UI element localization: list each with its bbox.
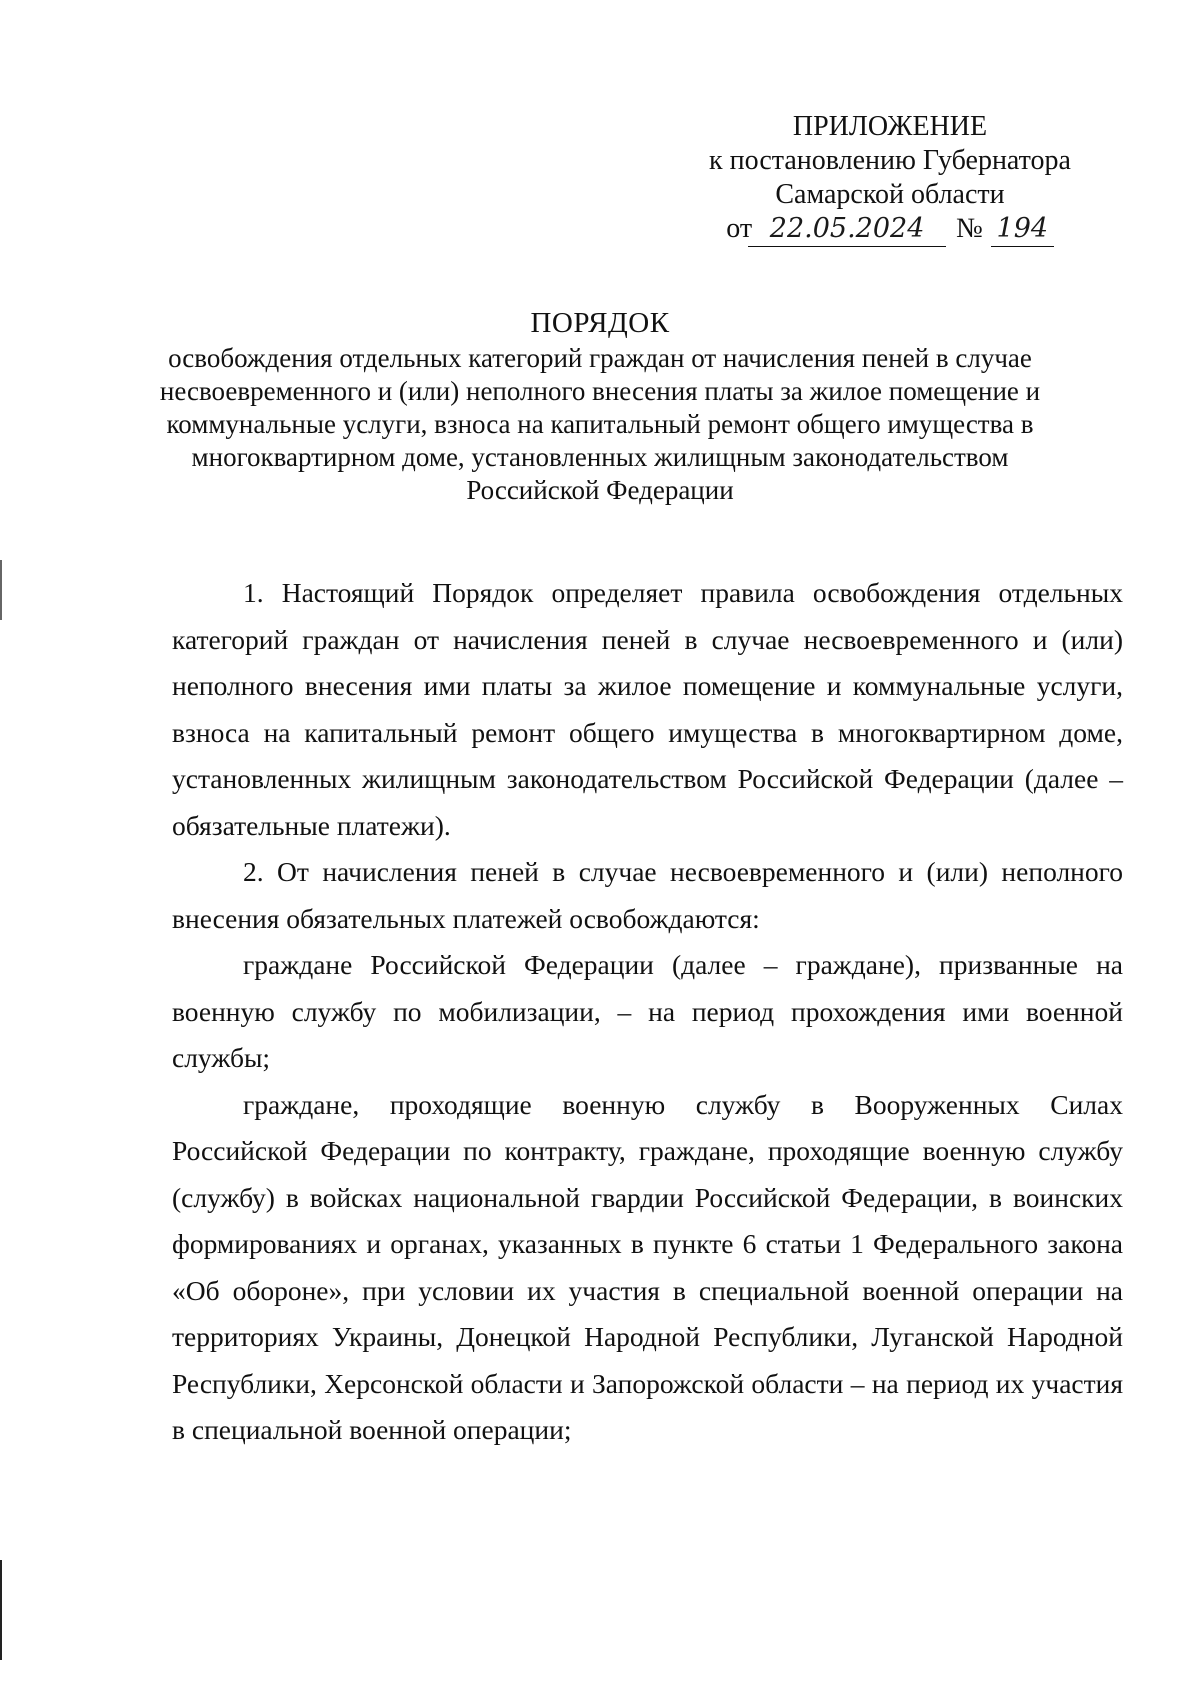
document-title	[150, 306, 1050, 340]
subtitle-line: коммунальные услуги, взноса на капитальный ремонт общего имущества в	[166, 409, 1034, 439]
approval-line-region: Самарской области	[775, 179, 1005, 210]
subtitle-line: освобождения отдельных категорий граждан от начисления пеней в случае	[168, 343, 1032, 373]
approval-block	[660, 110, 1120, 247]
subtitle-line: многоквартирном доме, установленных жилищным законодательством	[191, 442, 1009, 472]
paragraph-1: 1. Настоящий Порядок определяет правила освобождения отдельных категорий граждан от начисления пеней в случае несвоевременного и (или) неполного внесения ими платы за жилое помещение и коммунальные услуги, взноса на капитальный ремонт общего имущества в многоквартирном доме, установленных жилищным законодательством Российской Федерации (далее – обязательные платежи).	[172, 577, 1123, 841]
scan-edge-mark	[0, 560, 2, 620]
approval-date-number	[660, 212, 1120, 247]
date-prefix: от	[726, 213, 753, 244]
paragraph-contract: граждане, проходящие военную службу в Вооруженных Силах Российской Федерации по контракту, граждане, проходящие военную службу (службу) в войсках национальной гвардии Российской Федерации, в воинских формированиях и органах, указанных в пункте 6 статьи 1 Федерального закона «Об обороне», при условии их участия в специальной военной операции на территориях Украины, Донецкой Народной Республики, Луганской Народной Республики, Херсонской области и Запорожской области – на период их участия в специальной военной операции;	[172, 1088, 1123, 1445]
paragraph-mobilized: граждане Российской Федерации (далее – граждане), призванные на военную службу по мобилизации, – на период прохождения ими военной службы;	[172, 949, 1123, 1073]
document-subtitle	[150, 342, 1050, 507]
number-value: 194	[991, 212, 1054, 247]
paragraph-2: 2. От начисления пеней в случае несвоевременного и (или) неполного внесения обязательных платежей освобождаются:	[172, 856, 1123, 934]
subtitle-line: несвоевременного и (или) неполного внесения платы за жилое помещение и	[159, 376, 1041, 406]
approval-line-decree: к постановлению Губернатора	[709, 145, 1071, 176]
scan-edge-mark	[0, 1560, 2, 1660]
subtitle-line: Российской Федерации	[466, 475, 734, 505]
number-sign: №	[956, 213, 983, 244]
approval-heading: ПРИЛОЖЕНИЕ	[792, 111, 988, 142]
date-value: 22.05.2024	[748, 212, 946, 247]
title-main: ПОРЯДОК	[530, 307, 670, 339]
document-body	[172, 570, 1123, 1454]
